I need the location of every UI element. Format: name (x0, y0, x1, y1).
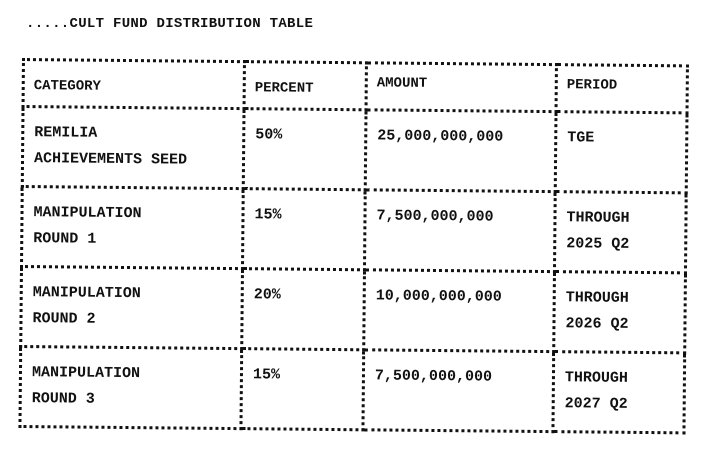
period-cell: THROUGH 2025 Q2 (554, 192, 686, 273)
percent-cell: 20% (242, 269, 365, 350)
amount-cell: 7,500,000,000 (364, 190, 555, 272)
amount-cell: 10,000,000,000 (364, 270, 555, 352)
category-cell: MANIPULATION ROUND 1 (21, 187, 243, 269)
document-title: .....CULT FUND DISTRIBUTION TABLE (26, 16, 314, 32)
table-row (21, 187, 686, 273)
period-cell: TGE (555, 112, 687, 193)
amount-cell: 25,000,000,000 (365, 110, 556, 192)
category-cell: MANIPULATION ROUND 2 (21, 267, 243, 349)
header-percent: PERCENT (244, 62, 366, 110)
table-row (21, 267, 686, 353)
header-amount: AMOUNT (366, 63, 556, 112)
period-cell: THROUGH 2027 Q2 (553, 352, 685, 433)
table-header-row (23, 60, 687, 113)
percent-cell: 15% (241, 349, 364, 430)
percent-cell: 15% (242, 189, 365, 270)
header-category: CATEGORY (23, 60, 244, 109)
table-row (22, 107, 687, 193)
category-cell: REMILIA ACHIEVEMENTS SEED (22, 107, 244, 189)
table-row (20, 347, 685, 433)
amount-cell: 7,500,000,000 (363, 350, 554, 432)
header-period: PERIOD (556, 65, 687, 113)
category-cell: MANIPULATION ROUND 3 (20, 347, 242, 429)
distribution-table (18, 58, 689, 434)
percent-cell: 50% (243, 109, 366, 190)
period-cell: THROUGH 2026 Q2 (554, 272, 686, 353)
distribution-table-container (18, 58, 678, 434)
